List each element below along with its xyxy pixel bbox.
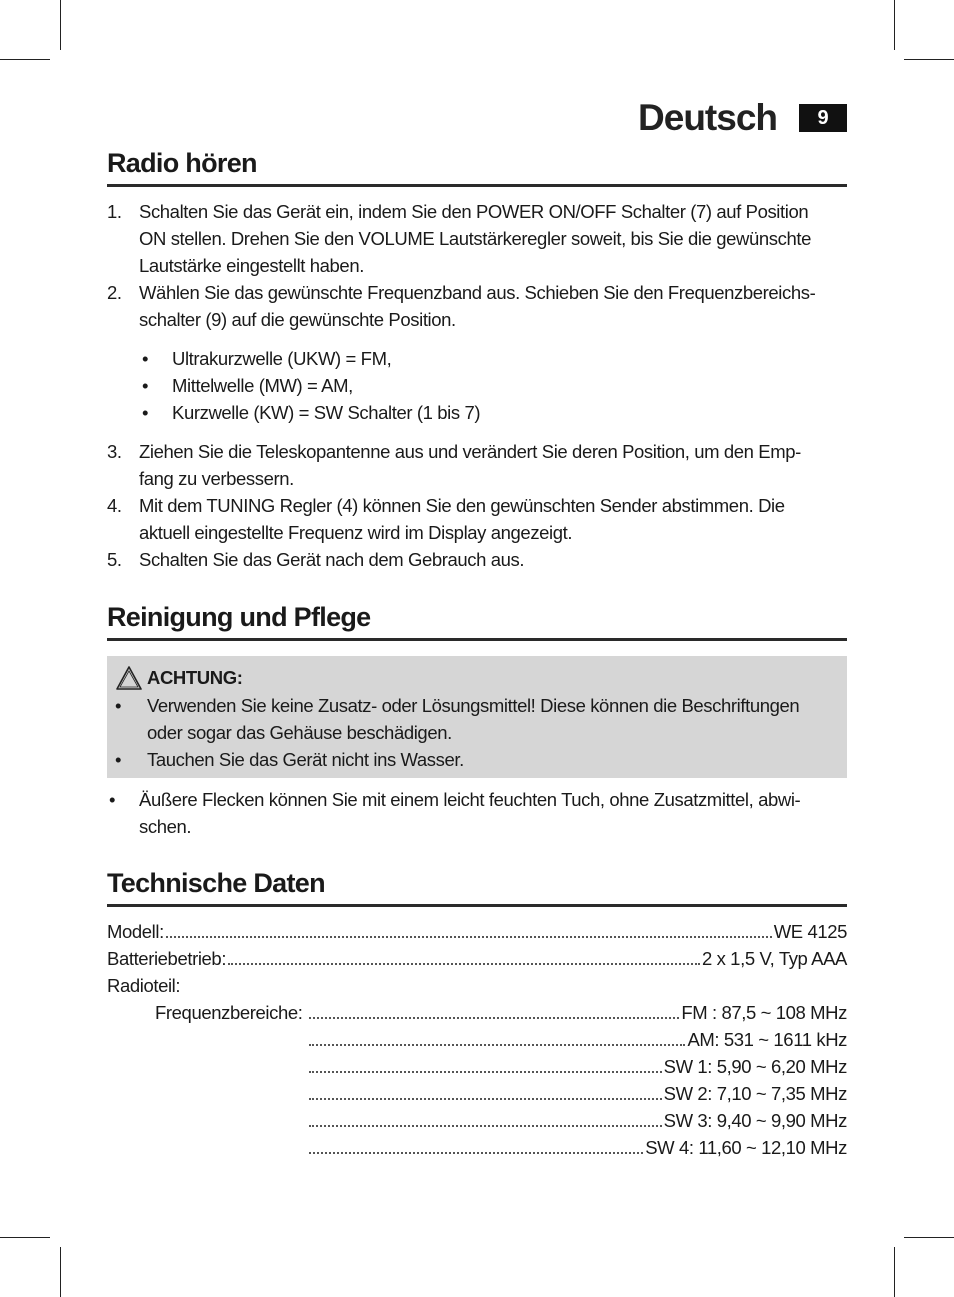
band-item: Mittelwelle (MW) = AM, <box>172 375 353 396</box>
page-header <box>107 96 847 140</box>
list-item <box>107 438 847 492</box>
warning-header <box>115 664 242 691</box>
crop-mark <box>904 1237 954 1238</box>
language-title: Deutsch <box>638 97 777 138</box>
crop-mark <box>60 1247 61 1297</box>
dot-leader <box>309 1017 679 1019</box>
spec-value: SW 3: 9,40 ~ 9,90 MHz <box>663 1110 847 1131</box>
dot-leader <box>309 1152 643 1154</box>
spec-row-frequency <box>107 1080 847 1107</box>
band-list <box>142 345 842 426</box>
spec-row-frequency <box>107 1026 847 1053</box>
crop-mark <box>0 1237 50 1238</box>
bullet: • <box>142 402 149 423</box>
spec-value: SW 4: 11,60 ~ 12,10 MHz <box>645 1137 847 1158</box>
crop-mark <box>894 1247 895 1297</box>
dot-leader <box>166 936 772 938</box>
spec-value: 2 x 1,5 V, Typ AAA <box>701 948 847 969</box>
step-line: Ziehen Sie die Teleskopantenne aus und verändert Sie deren Position, um den Emp- <box>139 441 801 462</box>
spec-label: Frequenzbereiche: <box>155 1002 303 1023</box>
list-item <box>142 399 842 426</box>
dot-leader <box>228 963 700 965</box>
list-item <box>107 198 847 279</box>
cleaning-tips-list <box>107 786 847 840</box>
warning-triangle-icon <box>115 665 143 691</box>
list-item <box>142 372 842 399</box>
crop-mark <box>904 59 954 60</box>
warning-label: ACHTUNG: <box>147 666 243 688</box>
spec-table <box>107 918 847 1161</box>
warning-list <box>115 692 843 773</box>
band-item: Kurzwelle (KW) = SW Schalter (1 bis 7) <box>172 402 481 423</box>
spec-label: Radioteil: <box>107 975 181 996</box>
list-item <box>115 692 843 746</box>
bullet: • <box>115 749 122 770</box>
dot-leader <box>309 1098 662 1100</box>
step-line: Mit dem TUNING Regler (4) können Sie den gewünschten Sender abstimmen. Die <box>139 495 785 516</box>
spec-value: SW 2: 7,10 ~ 7,35 MHz <box>663 1083 847 1104</box>
spec-label: Batteriebetrieb: <box>107 948 227 969</box>
spec-row-frequency <box>107 1134 847 1161</box>
bullet: • <box>142 348 149 369</box>
step-line: Lautstärke eingestellt haben. <box>139 255 364 276</box>
section-title-specs: Technische Daten <box>107 866 847 907</box>
list-item <box>107 786 847 840</box>
tip-line: Äußere Flecken können Sie mit einem leicht feuchten Tuch, ohne Zusatzmittel, abwi- <box>139 789 801 810</box>
bullet: • <box>142 375 149 396</box>
step-number: 2. <box>107 282 122 303</box>
list-item <box>107 492 847 546</box>
dot-leader <box>309 1044 685 1046</box>
crop-mark <box>894 0 895 50</box>
spec-value: AM: 531 ~ 1611 kHz <box>687 1029 847 1050</box>
dot-leader <box>309 1071 662 1073</box>
warning-line: Verwenden Sie keine Zusatz- oder Lösungsmittel! Diese können die Beschriftungen <box>147 695 800 716</box>
list-item <box>115 746 843 773</box>
step-number: 5. <box>107 549 122 570</box>
step-line: fang zu verbessern. <box>139 468 294 489</box>
step-line: ON stellen. Drehen Sie den VOLUME Lautstärkeregler soweit, bis Sie die gewünschte <box>139 228 811 249</box>
step-line: aktuell eingestellte Frequenz wird im Display angezeigt. <box>139 522 573 543</box>
warning-line: oder sogar das Gehäuse beschädigen. <box>147 722 452 743</box>
section-title-cleaning: Reinigung und Pflege <box>107 600 847 641</box>
spec-label: Modell: <box>107 921 164 942</box>
spec-row-frequency <box>107 1107 847 1134</box>
spec-row-frequency <box>107 1053 847 1080</box>
spec-value: WE 4125 <box>773 921 847 942</box>
spec-row-radio <box>107 972 847 999</box>
list-item <box>107 279 847 333</box>
bullet: • <box>115 695 122 716</box>
radio-steps-list <box>107 198 847 333</box>
spec-value: FM : 87,5 ~ 108 MHz <box>681 1002 847 1023</box>
step-line: Schalten Sie das Gerät nach dem Gebrauch aus. <box>139 549 525 570</box>
step-number: 1. <box>107 201 122 222</box>
spec-value: SW 1: 5,90 ~ 6,20 MHz <box>663 1056 847 1077</box>
section-title-radio: Radio hören <box>107 146 847 187</box>
spec-row-battery <box>107 945 847 972</box>
step-line: schalter (9) auf die gewünschte Position. <box>139 309 456 330</box>
page-number: 9 <box>799 104 847 132</box>
list-item <box>142 345 842 372</box>
spec-row-model <box>107 918 847 945</box>
radio-steps-list-continued <box>107 438 847 573</box>
tip-line: schen. <box>139 816 192 837</box>
list-item <box>107 546 847 573</box>
dot-leader <box>309 1125 662 1127</box>
step-number: 3. <box>107 441 122 462</box>
spec-row-frequency <box>107 999 847 1026</box>
crop-mark <box>60 0 61 50</box>
step-line: Wählen Sie das gewünschte Frequenzband aus. Schieben Sie den Frequenzbereichs- <box>139 282 816 303</box>
step-number: 4. <box>107 495 122 516</box>
band-item: Ultrakurzwelle (UKW) = FM, <box>172 348 392 369</box>
crop-mark <box>0 59 50 60</box>
bullet: • <box>109 789 116 810</box>
step-line: Schalten Sie das Gerät ein, indem Sie den POWER ON/OFF Schalter (7) auf Position <box>139 201 809 222</box>
warning-line: Tauchen Sie das Gerät nicht ins Wasser. <box>147 749 464 770</box>
warning-box <box>107 656 847 778</box>
